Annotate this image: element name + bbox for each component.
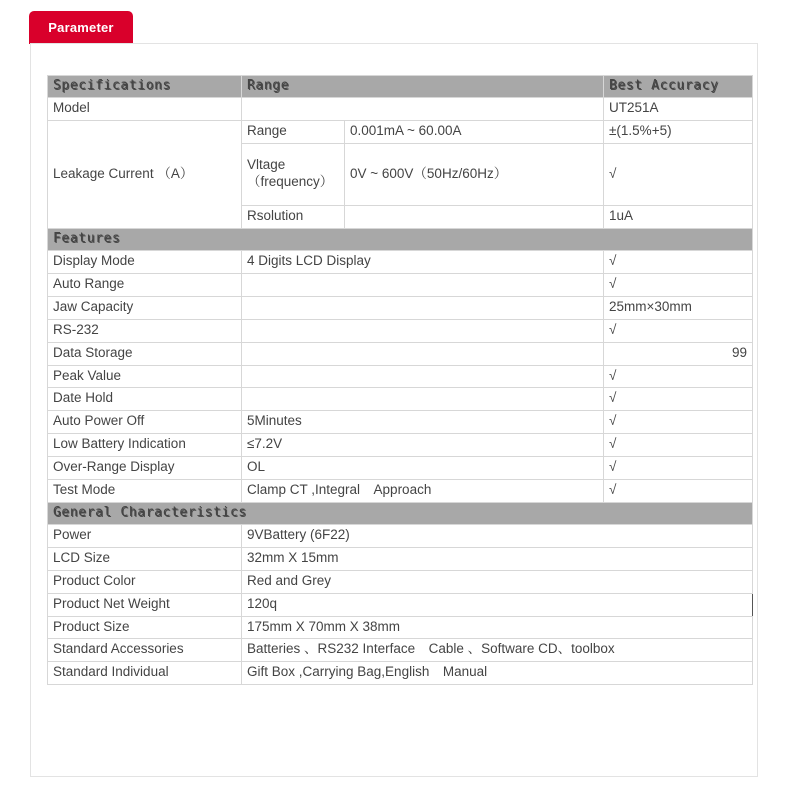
- general-value: Batteries 、RS232 Interface Cable 、Software CD、toolbox: [242, 639, 753, 662]
- table-row: [48, 525, 753, 548]
- feature-accuracy: √: [604, 319, 753, 342]
- row-label-model: Model: [48, 98, 242, 121]
- feature-range: [242, 274, 604, 297]
- general-value: 120q: [242, 593, 753, 616]
- feature-range: [242, 388, 604, 411]
- feature-range: 5Minutes: [242, 411, 604, 434]
- feature-label: Data Storage: [48, 342, 242, 365]
- section-header-general: [48, 502, 753, 524]
- general-value: Red and Grey: [242, 570, 753, 593]
- tab-bar: [0, 0, 790, 44]
- table-row: [48, 365, 753, 388]
- table-row: [48, 662, 753, 685]
- feature-range: 4 Digits LCD Display: [242, 251, 604, 274]
- leakage-accuracy-range: ±(1.5%+5): [604, 121, 753, 144]
- general-value: 175mm X 70mm X 38mm: [242, 616, 753, 639]
- column-header-best-accuracy: Best Accuracy: [604, 76, 753, 98]
- feature-accuracy: 25mm×30mm: [604, 296, 753, 319]
- table-row: [48, 319, 753, 342]
- feature-range: [242, 319, 604, 342]
- general-label: Standard Individual: [48, 662, 242, 685]
- general-label: LCD Size: [48, 547, 242, 570]
- feature-label: Peak Value: [48, 365, 242, 388]
- table-row: [48, 274, 753, 297]
- features-rows: [48, 251, 753, 503]
- feature-accuracy: √: [604, 388, 753, 411]
- feature-range: OL: [242, 457, 604, 480]
- row-accuracy-model: UT251A: [604, 98, 753, 121]
- feature-accuracy: √: [604, 434, 753, 457]
- table-row: [48, 570, 753, 593]
- feature-accuracy: √: [604, 411, 753, 434]
- general-label: Standard Accessories: [48, 639, 242, 662]
- feature-label: Over-Range Display: [48, 457, 242, 480]
- general-label: Product Net Weight: [48, 593, 242, 616]
- table-row-model: [48, 98, 753, 121]
- table-row: [48, 296, 753, 319]
- feature-label: Low Battery Indication: [48, 434, 242, 457]
- table-row: [48, 616, 753, 639]
- feature-label: Test Mode: [48, 479, 242, 502]
- feature-label: Jaw Capacity: [48, 296, 242, 319]
- general-value: Gift Box ,Carrying Bag,English Manual: [242, 662, 753, 685]
- feature-accuracy: √: [604, 457, 753, 480]
- table-row: [48, 251, 753, 274]
- feature-label: Auto Range: [48, 274, 242, 297]
- parameter-panel: [30, 43, 758, 777]
- row-label-leakage-current: Leakage Current （A）: [48, 121, 242, 229]
- leakage-accuracy-voltage: √: [604, 144, 753, 206]
- general-label: Product Size: [48, 616, 242, 639]
- tab-parameter[interactable]: Parameter: [29, 11, 133, 44]
- column-header-range: Range: [242, 76, 604, 98]
- row-range-model: [242, 98, 604, 121]
- leakage-value-voltage: 0V ~ 600V（50Hz/60Hz）: [345, 144, 604, 206]
- leakage-value-range: 0.001mA ~ 60.00A: [345, 121, 604, 144]
- table-row: [48, 434, 753, 457]
- general-value: 9VBattery (6F22): [242, 525, 753, 548]
- feature-range: [242, 296, 604, 319]
- column-header-specifications: Specifications: [48, 76, 242, 98]
- leakage-value-resolution: [345, 206, 604, 229]
- leakage-param-resolution: Rsolution: [242, 206, 345, 229]
- table-row: [48, 593, 753, 616]
- general-label: Product Color: [48, 570, 242, 593]
- feature-range: Clamp CT ,Integral Approach: [242, 479, 604, 502]
- feature-accuracy: √: [604, 479, 753, 502]
- table-row: [48, 388, 753, 411]
- table-header-row: [48, 76, 753, 98]
- table-row-leakage-range: [48, 121, 753, 144]
- feature-label: RS-232: [48, 319, 242, 342]
- general-value: 32mm X 15mm: [242, 547, 753, 570]
- table-row: [48, 547, 753, 570]
- feature-accuracy: √: [604, 251, 753, 274]
- general-rows: [48, 525, 753, 685]
- table-row: [48, 411, 753, 434]
- table-row: [48, 342, 753, 365]
- table-row: [48, 639, 753, 662]
- section-header-features: [48, 228, 753, 250]
- section-title-general: General Characteristics: [48, 502, 753, 524]
- feature-accuracy: √: [604, 274, 753, 297]
- feature-range: [242, 342, 604, 365]
- leakage-accuracy-resolution: 1uA: [604, 206, 753, 229]
- section-title-features: Features: [48, 228, 753, 250]
- table-row: [48, 479, 753, 502]
- feature-label: Auto Power Off: [48, 411, 242, 434]
- feature-label: Display Mode: [48, 251, 242, 274]
- specifications-table: [47, 75, 753, 685]
- feature-range: [242, 365, 604, 388]
- feature-label: Date Hold: [48, 388, 242, 411]
- feature-range: ≤7.2V: [242, 434, 604, 457]
- table-row: [48, 457, 753, 480]
- feature-accuracy: √: [604, 365, 753, 388]
- feature-accuracy: 99: [604, 342, 753, 365]
- leakage-param-voltage: Vltage（frequency）: [242, 144, 345, 206]
- general-label: Power: [48, 525, 242, 548]
- leakage-param-range: Range: [242, 121, 345, 144]
